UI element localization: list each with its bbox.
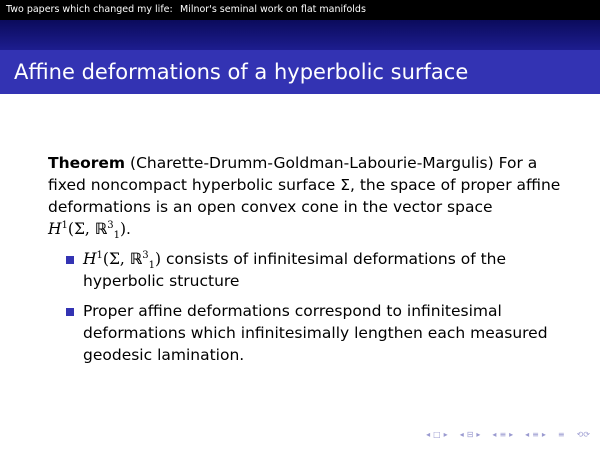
nav-prev-frame-icon[interactable]: ◂ [459,430,464,439]
nav-slide-icon[interactable]: □ [433,430,441,439]
frame-title: Affine deformations of a hyperbolic surface [14,60,469,84]
nav-search-back-forward-icon[interactable]: ⟲⟳ [576,430,590,439]
nav-document-icon[interactable]: ≡ [557,430,565,439]
nav-prev-section-icon[interactable]: ◂ [525,430,530,439]
bullet-square-icon [66,256,74,264]
list-item [83,248,553,292]
theorem-attribution: (Charette-Drumm-Goldman-Labourie-Margulis) [130,154,494,172]
theorem-block [48,152,568,240]
nav-next-subsection-icon[interactable]: ▸ [509,430,514,439]
nav-frame-icon[interactable]: ⊟ [466,430,474,439]
theorem-heading: Theorem [48,154,126,172]
slide-content [48,152,568,374]
bullet-list [48,248,553,366]
bullet-square-icon [66,308,74,316]
beamer-navigation [426,430,590,440]
nav-next-section-icon[interactable]: ▸ [541,430,546,439]
list-item [83,300,553,366]
math-cohomology-space: $H^1(\Sigma$, ℝ$^3_1$) [48,219,127,242]
nav-prev-slide-icon[interactable]: ◂ [426,430,431,439]
nav-next-frame-icon[interactable]: ▸ [476,430,481,439]
nav-subsection-icon[interactable]: ≡ [499,430,507,439]
nav-next-slide-icon[interactable]: ▸ [443,430,448,439]
bullet-text: Proper affine deformations correspond to infinitesimal deformations which infinitesimally lengthen each measured geodesic lamination. [83,302,548,364]
nav-prev-subsection-icon[interactable]: ◂ [492,430,497,439]
header-section-title[interactable]: Milnor's seminal work on flat manifolds [180,4,366,15]
theorem-text: For a fixed noncompact hyperbolic surface Σ, the space of proper affine deformations is an open convex cone in the vector space [48,154,561,216]
header-strip [0,0,600,20]
header-gradient-band [0,20,600,50]
bullet-text: consists of infinitesimal deformations of the hyperbolic structure [83,250,507,290]
math-cohomology-space-inline: $H^1(\Sigma$, ℝ$^3_1$) [83,249,162,272]
frame-title-bar [0,50,600,94]
header-short-title[interactable]: Two papers which changed my life: [6,4,173,15]
nav-section-icon[interactable]: ≡ [532,430,539,439]
theorem-period: . [126,220,131,238]
